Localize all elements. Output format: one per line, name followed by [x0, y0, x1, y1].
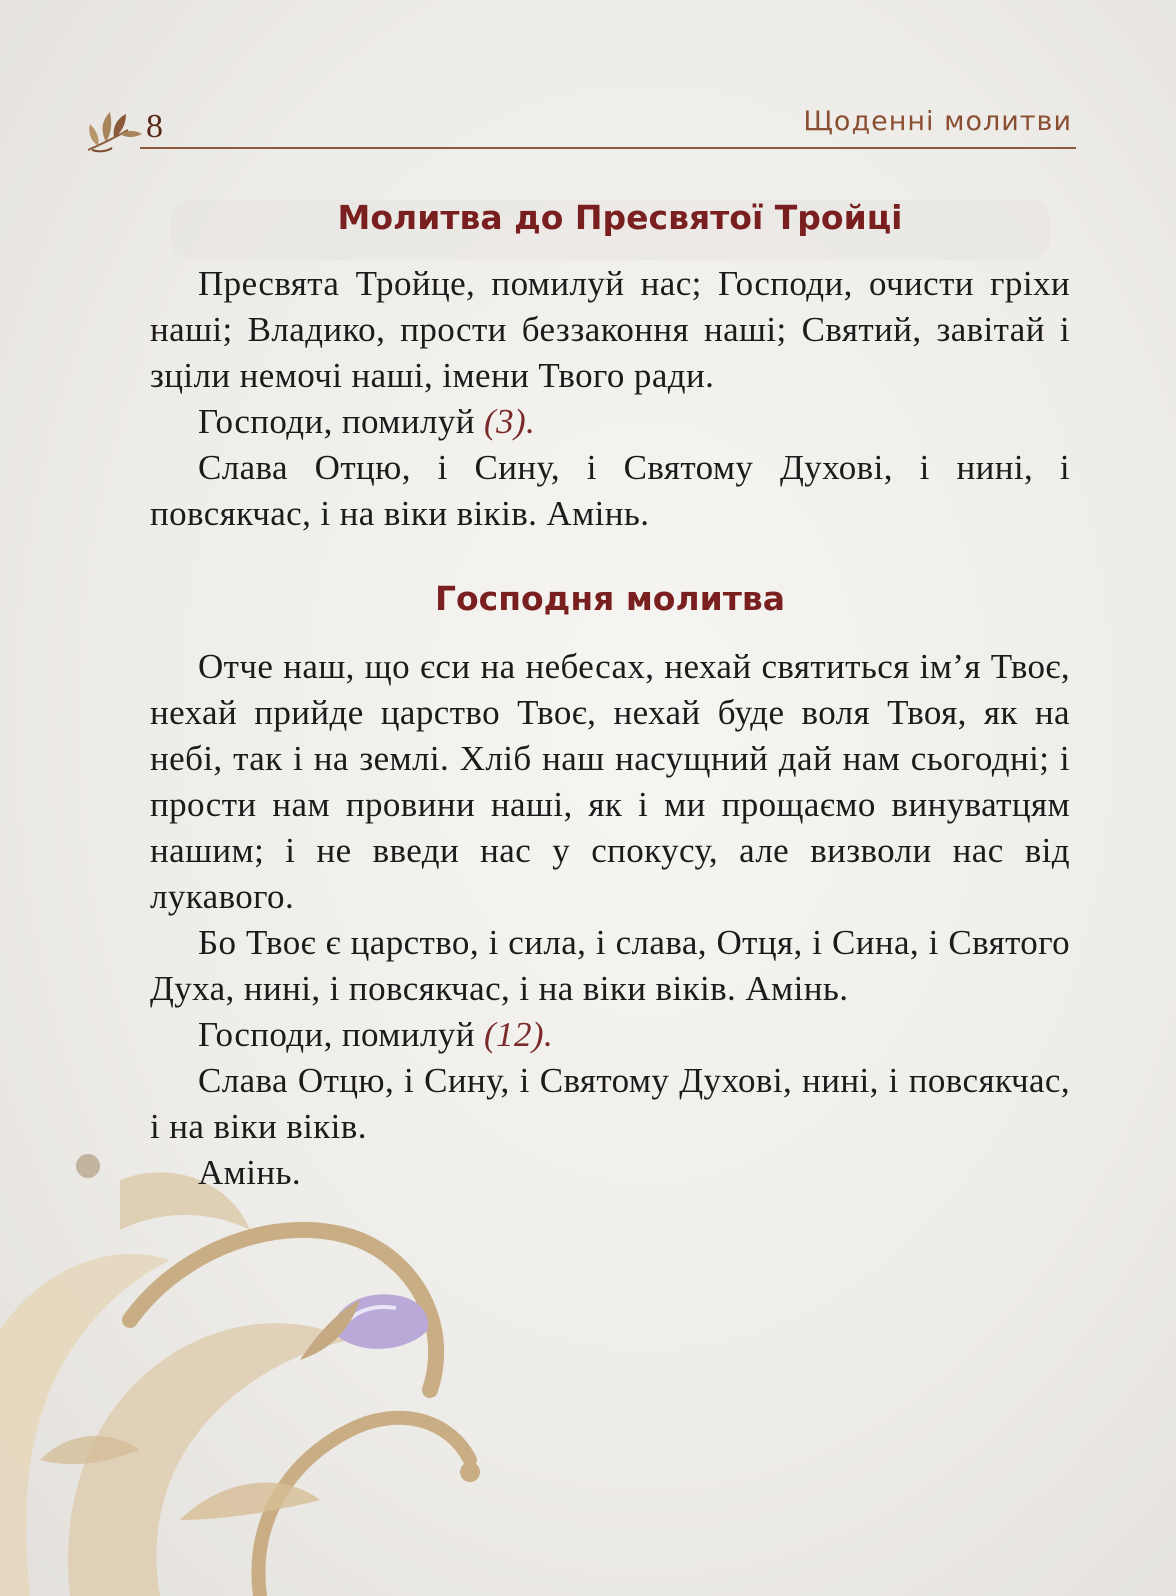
repeat-count: (3). — [484, 402, 536, 441]
amen-line: Амінь. — [198, 1153, 301, 1192]
glory-paragraph: Слава Отцю, і Сину, і Святому Духові, нині, і повсякчас, і на віки віків. — [150, 1061, 1070, 1146]
kyrie-line — [150, 1012, 1070, 1058]
running-title: Щоденні молитви — [803, 106, 1072, 137]
kyrie-line — [150, 399, 1070, 445]
leaf-sprig-icon — [84, 100, 144, 156]
prayer-paragraph: Отче наш, що єси на небесах, нехай святиться ім’я Твоє, нехай прийде царство Твоє, нехай буде воля Твоя, як на небі, так і на землі. Хліб наш насущний дай нам сьогодні; і прости нам провини наші, як і ми прощаємо винуватцям нашим; і не введи нас у спокусу, але визволи нас від лукавого. — [150, 647, 1070, 916]
page-header — [84, 100, 1076, 160]
page-number: 8 — [146, 108, 163, 145]
kyrie-text: Господи, помилуй — [198, 402, 475, 441]
prayer-paragraph: Бо Твоє є царство, і сила, і слава, Отця, і Сина, і Святого Духа, нині, і повсякчас, і на віки віків. Амінь. — [150, 923, 1070, 1008]
page-content — [150, 180, 1070, 1196]
header-rule — [140, 147, 1076, 149]
section-heading-lords-prayer: Господня молитва — [434, 579, 786, 618]
section-heading-holy-trinity: Молитва до Пресвятої Тройці — [337, 198, 903, 237]
repeat-count: (12). — [484, 1015, 554, 1054]
glory-paragraph: Слава Отцю, і Сину, і Святому Духові, і нині, і повсякчас, і на віки віків. Амінь. — [150, 448, 1070, 533]
kyrie-text: Господи, помилуй — [198, 1015, 475, 1054]
prayer-paragraph: Пресвята Тройце, помилуй нас; Господи, очисти гріхи наші; Владико, прости беззаконня наші; Святий, завітай і зціли немочі наші, імени Твого ради. — [150, 264, 1070, 395]
